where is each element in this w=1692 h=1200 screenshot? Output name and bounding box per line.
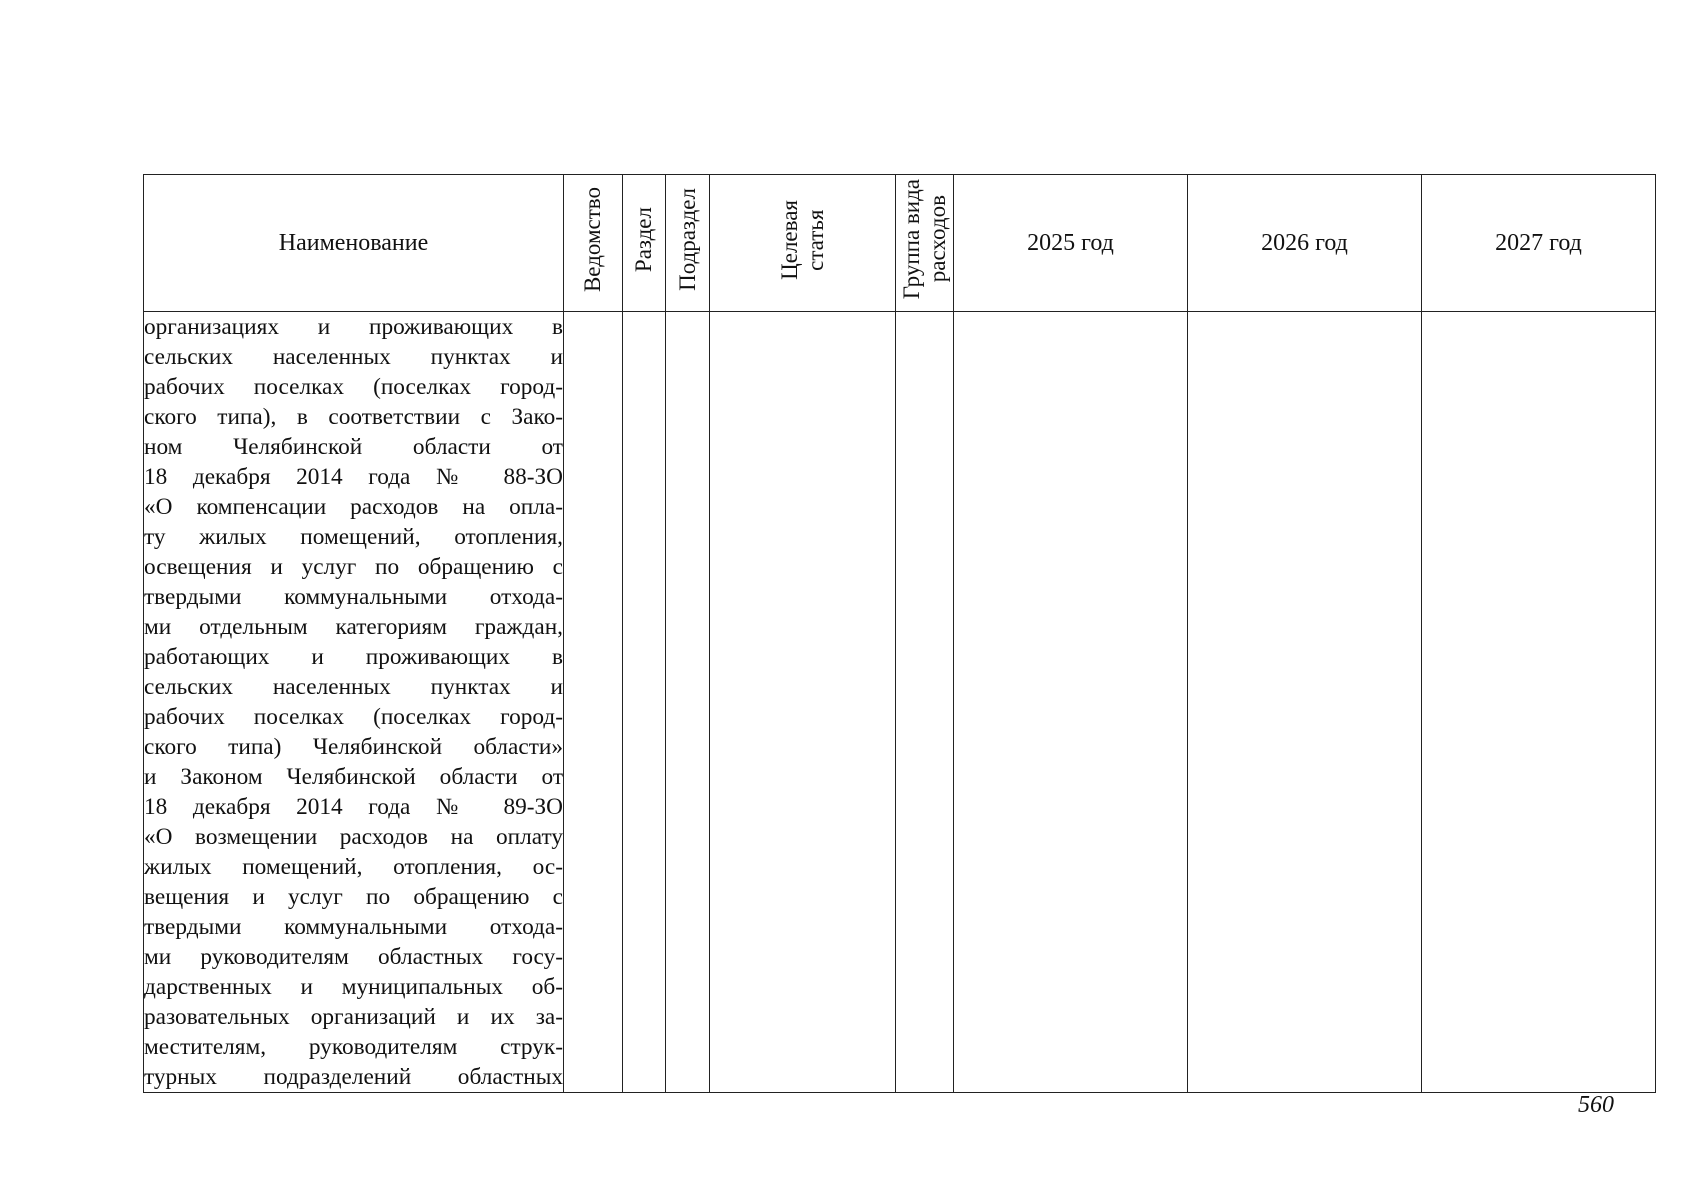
name-text-line: разовательных организаций и их за-	[144, 1004, 563, 1030]
name-text-line: ми руководителям областных госу-	[144, 944, 563, 970]
name-text-line: рабочих поселках (поселках город-	[144, 374, 563, 400]
name-text-line: твердыми коммунальными отхода-	[144, 584, 563, 610]
page-number: 560	[1578, 1092, 1614, 1118]
header-subsection-label: Подраздел	[674, 188, 700, 291]
name-text-line: освещения и услуг по обращению с	[144, 554, 563, 580]
name-text-line: рабочих поселках (поселках город-	[144, 704, 563, 730]
header-name: Наименование	[144, 175, 564, 312]
name-cell	[144, 312, 564, 1093]
name-text-line: ном Челябинской области от	[144, 434, 563, 460]
header-section-label: Раздел	[631, 206, 656, 273]
name-text-line: 18 декабря 2014 года № 88-ЗО	[144, 464, 563, 490]
header-department-label: Ведомство	[580, 186, 605, 293]
department-cell	[564, 312, 623, 1093]
header-department	[564, 175, 623, 312]
name-text-line: сельских населенных пунктах и	[144, 344, 563, 370]
name-text-line: «О компенсации расходов на опла-	[144, 494, 563, 520]
header-year-2026: 2026 год	[1188, 175, 1422, 312]
header-expense-group-line2: расходов	[924, 195, 950, 284]
name-text-line: ми отдельным категориям граждан,	[144, 614, 563, 640]
name-text-line: организациях и проживающих в	[144, 314, 563, 340]
header-target-article	[710, 175, 896, 312]
year-2026-cell	[1188, 312, 1422, 1093]
name-text-line: сельских населенных пунктах и	[144, 674, 563, 700]
header-year-2027: 2027 год	[1422, 175, 1656, 312]
budget-table	[143, 174, 1656, 1093]
target-article-cell	[710, 312, 896, 1093]
name-text-line: работающих и проживающих в	[144, 644, 563, 670]
name-text-line: местителям, руководителям струк-	[144, 1034, 563, 1060]
name-text-line: ского типа), в соответствии с Зако-	[144, 404, 563, 430]
name-text-line: и Законом Челябинской области от	[144, 764, 563, 790]
name-text-line: дарственных и муниципальных об-	[144, 974, 563, 1000]
year-2025-cell	[954, 312, 1188, 1093]
expense-group-cell	[896, 312, 954, 1093]
header-year-2025: 2025 год	[954, 175, 1188, 312]
section-cell	[623, 312, 666, 1093]
year-2027-cell	[1422, 312, 1656, 1093]
subsection-cell	[666, 312, 710, 1093]
header-expense-group	[896, 175, 954, 312]
name-text-line: 18 декабря 2014 года № 89-ЗО	[144, 794, 563, 820]
name-text-line: «О возмещении расходов на оплату	[144, 824, 563, 850]
header-row	[144, 175, 1656, 312]
header-target-article-line1: Целевая	[776, 199, 802, 280]
name-text-line: ту жилых помещений, отопления,	[144, 524, 563, 550]
name-text-line: жилых помещений, отопления, ос-	[144, 854, 563, 880]
header-subsection	[666, 175, 710, 312]
table-row	[144, 312, 1656, 1093]
header-section	[623, 175, 666, 312]
header-target-article-line2: статья	[802, 208, 828, 271]
name-text-line: вещения и услуг по обращению с	[144, 884, 563, 910]
name-text-line: турных подразделений областных	[144, 1064, 563, 1090]
header-expense-group-line1: Группа вида	[898, 179, 924, 300]
name-text-line: твердыми коммунальными отхода-	[144, 914, 563, 940]
name-text-line: ского типа) Челябинской области»	[144, 734, 563, 760]
